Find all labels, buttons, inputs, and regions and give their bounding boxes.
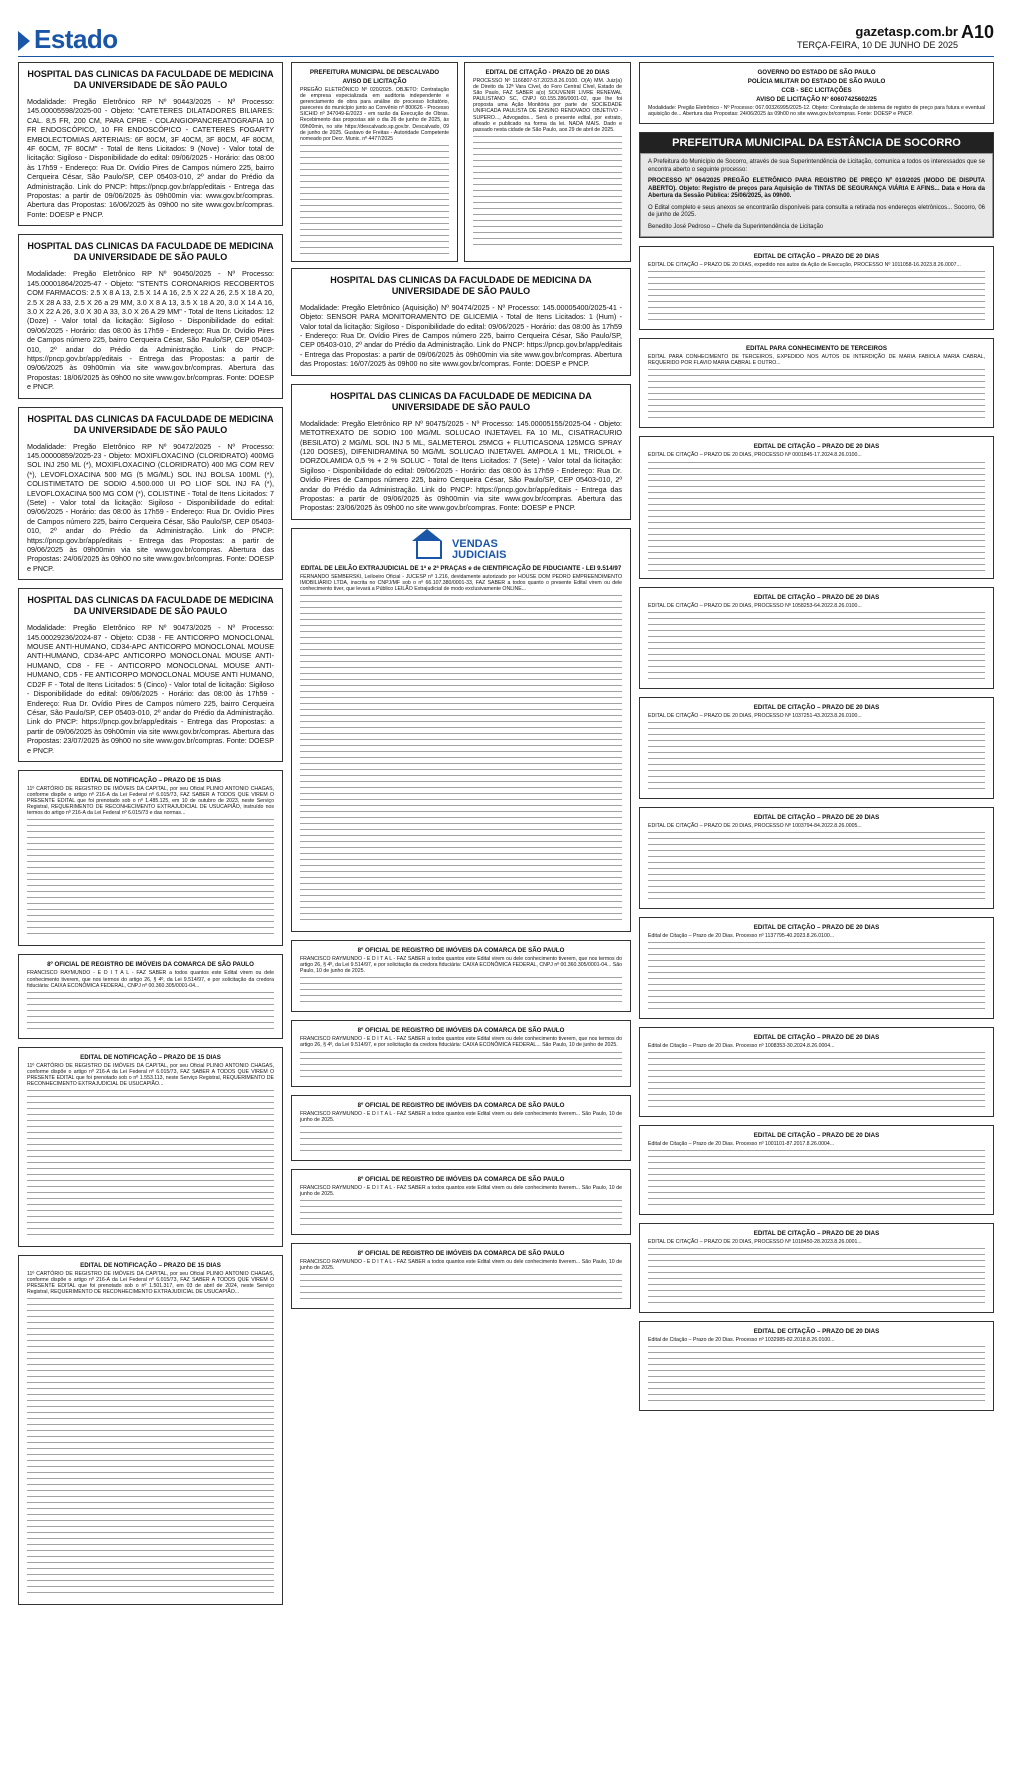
- text-block: [300, 1200, 622, 1228]
- notice-leilao: [291, 528, 631, 932]
- text-block: [27, 1090, 274, 1240]
- notice-title: GOVERNO DO ESTADO DE SÃO PAULO: [757, 69, 876, 76]
- text-block: [648, 722, 985, 792]
- notice-body: PROCESSO Nº 1166807-57.2023.8.26.0100. O(A) MM. Juiz(a) de Direito da 12ª Vara Cível, do Foro Central Cível, Estado de São Paulo, FAZ SABER a(o) SOUVENIR LIVRE RENEWAL PAULISTANO SC, CNPJ 60.155.286/0001-02, que lhe foi proposta uma Ação Monitória por parte de SOCIEDADE UNIFICADA PAULISTA DE ENSINO RENOVADO OBJETIVO - SUPERO..., Advogados... Será o presente edital, por extrato, afixado e publicado na forma da lei. NADA MAIS. Dado e passado nesta cidade de São Paulo, aos 29 de abril de 2025.: [473, 78, 622, 133]
- notice-title: AVISO DE LICITAÇÃO Nº 60607425602/25: [756, 96, 877, 103]
- text-block: [300, 1052, 622, 1080]
- notice-title: EDITAL DE CITAÇÃO – PRAZO DE 20 DIAS: [753, 703, 880, 711]
- notice-title: EDITAL PARA CONHECIMENTO DE TERCEIROS: [746, 345, 887, 353]
- text-block: [27, 819, 274, 939]
- notice-registro-5: [291, 1169, 631, 1235]
- notice-edital-1: [639, 246, 994, 330]
- text-block: [648, 612, 985, 682]
- notice-hc-2: [18, 234, 283, 398]
- notice-body: FRANCISCO RAYMUNDO - E D I T A L - FAZ SABER a todos quantos este Edital virem ou dele conhecimento tiverem... São Paulo, 10 de junho de 2025.: [300, 1258, 622, 1271]
- notice-registro-4: [291, 1095, 631, 1161]
- notice-title: 8º OFICIAL DE REGISTRO DE IMÓVEIS DA COMARCA DE SÃO PAULO: [357, 1249, 565, 1257]
- notice-body: 11º CARTÓRIO DE REGISTRO DE IMÓVEIS DA CAPITAL, por seu Oficial PLINIO ANTONIO CHAGAS, conforme dispõe o artigo nº 216-A da Lei Federal nº 6.015/73, FAZ SABER A TODOS QUE VIREM O PRESENTE EDITAL que foi prenotado sob o nº 1.501.317, em 03 de abril de 2024, neste Serviço Registral, REQUERIMENTO DE RECONHECIMENTO EXTRAJUDICIAL DE USUCAPIÃO...: [27, 1271, 274, 1296]
- masthead: [18, 24, 994, 52]
- signature: Benedito José Pedroso – Chefe da Superintendência de Licitação: [648, 223, 824, 230]
- notice-notificacao-2: [18, 1047, 283, 1247]
- notice-body: PREGÃO ELETRÔNICO Nº 020/2025. OBJETO: Contratação de empresa especializada em auditoria independente e gerenciamento de obra para análise do processo licitatório, pareceres do município junto ao Convênio nº 800626 - Processo SICHID nº 347049-E/2023 - em razão da Execução de Obras. Recebimento das propostas até o dia 26 de junho de 2025, às 09h00min, no site https://descalvado.sp.gov.br. Descalvado, 09 de junho de 2025. Gustavo de Freitas - Autoridade Competente nomeado por Decr. Munic. nº 4477/2025: [300, 87, 449, 142]
- notice-edital-citacao: [464, 62, 631, 262]
- notice-body: FRANCISCO RAYMUNDO - E D I T A L - FAZ SABER a todos quantos este Edital virem ou dele conhecimento tiverem... São Paulo, 10 de junho de 2025.: [300, 1110, 622, 1123]
- logo-text: VENDAS JUDICIAIS: [452, 537, 507, 561]
- notice-body: EDITAL DE CITAÇÃO – PRAZO DE 20 DIAS, PROCESSO Nº 1058253-64.2022.8.26.0100...: [648, 602, 862, 609]
- notice-body: 11º CARTÓRIO DE REGISTRO DE IMÓVEIS DA CAPITAL, por seu Oficial PLINIO ANTONIO CHAGAS, conforme dispõe o artigo nº 216-A da Lei Federal nº 6.015/73, FAZ SABER A TODOS QUE VIREM O PRESENTE EDITAL que foi prenotado sob o nº 1.553.113, neste Serviço Registral, REQUERIMENTO DE RECONHECIMENTO EXTRAJUDICIAL DE USUCAPIÃO...: [27, 1062, 274, 1087]
- notice-title: EDITAL DE NOTIFICAÇÃO – PRAZO DE 15 DIAS: [80, 776, 221, 784]
- notice-body: EDITAL DE CITAÇÃO – PRAZO DE 20 DIAS, PROCESSO Nº 1003794-84.2022.8.26.0005...: [648, 822, 862, 829]
- notice-edital-11: [639, 1321, 994, 1411]
- notice-hc-4: [18, 588, 283, 762]
- text-block: [648, 271, 985, 323]
- notice-edital-5: [639, 697, 994, 799]
- text-block: [648, 1346, 985, 1404]
- notice-body: Modalidade: Pregão Eletrônico RP Nº 90443/2025 - Nº Processo: 145.00005598/2025-00 - Objeto: "CATETERES DILATADORES BILIARES: CAL. 8,5 FR, 200 CM, PARA CPRE - COLANGIOPANCREATOGRAFIA 10 FR ENDOSCÓPICO, 10 FR ENDOSCÓPICO - CATETERES FOGARTY EMBOLECTOMIAS ARTERIAIS: 6F 80CM, 3F 40CM, 3F 80CM, 4F 80CM, 4F 60CM, 7F 80CM" - Total de Itens Licitados: 9 (Nove) - Valor total de licitação: Sigiloso - Disponibilidade do edital: 09/06/2025 - Horário: das 08:00 às 17h59 - Endereço: Rua Dr. Ovídio Pires de Campos número 225, bairro Cerqueira César, São Paulo/SP, CEP 05403-010, 2º andar do Prédio da Administração. Link do PNCP: https://pncp.gov.br/app/editais - Entrega das Propostas: a partir de 09/06/2025 às 09h00min via: www.gov.br/compras. Abertura das Propostas: 16/06/2025 às 09h00 no site www.gov.br/compras. Fonte: DOESP e PNCP.: [27, 97, 274, 219]
- notice-edital-10: [639, 1223, 994, 1313]
- notice-body: EDITAL PARA CONHECIMENTO DE TERCEIROS, EXPEDIDO NOS AUTOS DE INTERDIÇÃO DE MARIA FABIOLA MARIA CABRAL, REQUERIDO POR FLAVIO MARIA CABRAL E OUTRO...: [648, 354, 985, 367]
- notice-notificacao-3: [18, 1255, 283, 1605]
- text-block: [300, 1126, 622, 1154]
- site-url[interactable]: gazetasp.com.br: [855, 24, 958, 39]
- notice-title: 8º OFICIAL DE REGISTRO DE IMÓVEIS DA COMARCA DE SÃO PAULO: [357, 1175, 565, 1183]
- notice-registro-6: [291, 1243, 631, 1309]
- notice-title: EDITAL DE CITAÇÃO – PRAZO DE 20 DIAS: [753, 813, 880, 821]
- notice-notificacao-1: [18, 770, 283, 946]
- notice-title: HOSPITAL DAS CLINICAS DA FACULDADE DE MEDICINA DA UNIVERSIDADE DE SÃO PAULO: [330, 274, 592, 296]
- vendas-judiciais-logo: [300, 539, 622, 561]
- notice-title: HOSPITAL DAS CLINICAS DA FACULDADE DE MEDICINA DA UNIVERSIDADE DE SÃO PAULO: [27, 595, 274, 617]
- notice-body: 11º CARTÓRIO DE REGISTRO DE IMÓVEIS DA CAPITAL, por seu Oficial PLINIO ANTONIO CHAGAS, conforme dispõe o artigo nº 216-A da Lei Federal nº 6.015/73, FAZ SABER A TODOS QUE VIREM O PRESENTE EDITAL que foi prenotado sob o nº 1.485.125, em 10 de outubro de 2023, neste Serviço Registral, REQUERIMENTO DE RECONHECIMENTO EXTRAJUDICIAL DE USUCAPIÃO, instruído nos termos do artigo nº 216-A da Lei Federal nº 6.015/73 e das normas...: [27, 785, 274, 817]
- notice-edital-8: [639, 1027, 994, 1117]
- notice-edital-2: [639, 338, 994, 428]
- notice-subtitle: AVISO DE LICITAÇÃO: [342, 78, 407, 85]
- notice-body: EDITAL DE CITAÇÃO – PRAZO DE 20 DIAS, PROCESSO Nº 0001845-17.2024.8.26.0100...: [648, 452, 862, 459]
- text-block: [27, 1298, 274, 1598]
- notice-body: Modalidade: Pregão Eletrônico (Aquisição) Nº 90474/2025 - Nº Processo: 145.00005400/2025-41 - Objeto: SENSOR PARA MONITORAMENTO DE GLICEMIA - Total de Itens Licitados: 1 (Hum) - Valor total da licitação: Sigiloso - Disponibilidade do edital: 09/06/2025 - Horário: das 08:00 às 17h59 - Endereço: Rua Dr. Ovídio Pires de Campos número 225, bairro Cerqueira César, São Paulo/SP, CEP 05403-010, 2º andar do Prédio da Administração. Link do PNCP: https://pncp.gov.br/app/editais - Entrega das Propostas: a partir de 09/06/2025 às 09h00min via site www.gov.br/compras. Abertura das Propostas: 16/07/2025 às 09h00 no site www.gov.br/compras. Fonte: DOESP e PNCP.: [300, 302, 622, 369]
- house-icon: [416, 541, 442, 559]
- column-left: [18, 62, 283, 1777]
- section-name: [18, 24, 118, 55]
- notice-title: EDITAL DE CITAÇÃO – PRAZO DE 20 DIAS: [753, 923, 880, 931]
- notice-hc-3: [18, 407, 283, 581]
- notice-title: EDITAL DE CITAÇÃO – PRAZO DE 20 DIAS: [753, 1328, 880, 1336]
- text-block: [648, 369, 985, 421]
- notice-title: POLÍCIA MILITAR DO ESTADO DE SÃO PAULO: [747, 78, 886, 85]
- notice-title: EDITAL DE CITAÇÃO – PRAZO DE 20 DIAS: [753, 1132, 880, 1140]
- notice-prefeitura-socorro: [639, 132, 994, 238]
- notice-body: Modalidade: Pregão Eletrônico - Nº Processo: 067.00326995/2025-12. Objeto: Contratação de sistema de registro de preço para futura e eventual aquisição de... Abertura das Propostas: 24/06/2025 às 09h00 no site www.gov.br/compras. Fonte: DOESP e PNCP.: [648, 105, 985, 118]
- notice-title: EDITAL DE CITAÇÃO – PRAZO DE 20 DIAS: [753, 1230, 880, 1238]
- arrow-icon: [18, 31, 30, 51]
- notice-policia-militar: [639, 62, 994, 124]
- text-block: [473, 136, 622, 246]
- notice-title: EDITAL DE CITAÇÃO - PRAZO DE 20 DIAS: [485, 69, 610, 76]
- notice-title: 8º OFICIAL DE REGISTRO DE IMÓVEIS DA COMARCA DE SÃO PAULO: [47, 961, 254, 969]
- notice-body: Modalidade: Pregão Eletrônico RP Nº 90450/2025 - Nº Processo: 145.00001864/2025-47 - Objeto: "STENTS CORONARIOS RECOBERTOS COM FARMACOS: 2.5 X 8 A 13, 2.5 X 14 A 16, 2.5 X 22 A 26, 2.5 X 18 A 20, 2.5 X 28 A 33, 2.5 X 26 a 29 MM, 3.0 X 8 A 13, 3.5 X 18 A 20, 3.0 X 14 A 16, 3.0 X 22 A 26, 3.0 X 30 A 33, 3.0 X 26 A 29 MM" - Total de Itens Licitados: 12 (Doze) - Valor total da licitação: Sigiloso - Disponibilidade do edital: 09/06/2025 - Horário: das 08:00 às 17h59 - Endereço: Rua Dr. Ovídio Pires de Campos número 225, bairro Cerqueira César, São Paulo/SP, CEP 05403-010, 2º andar do Prédio da Administração. Link do PNCP: https://pncp.gov.br/app/editais - Entrega das Propostas: a partir de 09/06/2025 às 09h00min via site www.gov.br/compras. Abertura das Propostas: 18/06/2025 às 09h00 no site www.gov.br/compras. Fonte: DOESP e PNCP.: [27, 269, 274, 392]
- notice-title: EDITAL DE NOTIFICAÇÃO – PRAZO DE 15 DIAS: [80, 1053, 221, 1061]
- notice-title: EDITAL DE CITAÇÃO – PRAZO DE 20 DIAS: [753, 1033, 880, 1041]
- notice-title: EDITAL DE CITAÇÃO – PRAZO DE 20 DIAS: [753, 593, 880, 601]
- notice-prefeitura-descalvado: [291, 62, 458, 262]
- notice-body: FERNANDO SEMBERSKI, Leiloeiro Oficial - JUCESP nº 1.216, devidamente autorizado por HOUSE DOM PEDRO EMPREENDIMENTO IMOBILIÁRIO LTDA, inscrita no CNPJ/MF sob o nº 66.107.380/0001-33, FAZ SABER a todos quanto o presente Edital virem ou dele conhecimento tiver, que levará a Público LEILÃO Extrajudicial de modo exclusivamente ONLINE...: [300, 573, 622, 592]
- notice-title: 8º OFICIAL DE REGISTRO DE IMÓVEIS DA COMARCA DE SÃO PAULO: [357, 947, 565, 955]
- text-block: [648, 1248, 985, 1306]
- notice-title: EDITAL DE CITAÇÃO – PRAZO DE 20 DIAS: [753, 253, 880, 261]
- notice-body: FRANCISCO RAYMUNDO - E D I T A L - FAZ SABER a todos quantos este Edital virem ou dele conhecimento tiverem, que nos termos do artigo 26, § 4º, da Lei 9.514/97, e por solicitação da credora fiduciária: CAIXA ECONÔMICA FEDERAL, CNPJ nº 00.360.305/0001-04...: [27, 970, 274, 989]
- text-block: [648, 942, 985, 1012]
- text-block: [300, 145, 449, 255]
- notice-title: HOSPITAL DAS CLINICAS DA FACULDADE DE MEDICINA DA UNIVERSIDADE DE SÃO PAULO: [27, 413, 274, 435]
- notice-hc-6: [291, 384, 631, 520]
- notice-body: Modalidade: Pregão Eletrônico RP Nº 90472/2025 - Nº Processo: 145.00000859/2025-23 - Objeto: MOXIFLOXACINO (CLORIDRATO) 400MG SOL INJ 250 ML (*), MOXIFLOXACINO (CLORIDRATO) 400 MG COM REV (*), LEVOFLOXACINA 500 MG (5 MG/ML) SOL INJ BOLSA 100ML (*), COLISTIMETATO DE SODIO 4.500.000 UI PO LIOF SOL INJ FA (*), LEVOFLOXACINA 500 MG COM (*), COLISTINE - Total de Itens Licitados: 7 (Sete) - Valor total da licitação: Sigiloso - Disponibilidade do edital: 09/06/2025 - Horário: das 08:00 às 17h59 - Endereço: Rua Dr. Ovídio Pires de Campos número 225, bairro Cerqueira César, São Paulo/SP, CEP 05403-010, 2º andar do Prédio da Administração. Link do PNCP: https://pncp.gov.br/app/editais - Entrega das Propostas: a partir de 09/06/2025 às 09h00min via site www.gov.br/compras. Abertura das Propostas: 24/06/2025 às 09h00 no site www.gov.br/compras. Fonte: DOESP e PNCP.: [27, 441, 274, 573]
- column-middle: [291, 62, 631, 1777]
- notice-hc-5: [291, 268, 631, 376]
- text-block: [648, 462, 985, 572]
- notice-title: 8º OFICIAL DE REGISTRO DE IMÓVEIS DA COMARCA DE SÃO PAULO: [357, 1101, 565, 1109]
- text-block: [27, 992, 274, 1032]
- text-block: [300, 977, 622, 1005]
- section-label: Estado: [34, 24, 118, 54]
- notice-registro-1: [18, 954, 283, 1038]
- notice-body: FRANCISCO RAYMUNDO - E D I T A L - FAZ SABER a todos quantos este Edital virem ou dele conhecimento tiverem... São Paulo, 10 de junho de 2025.: [300, 1184, 622, 1197]
- notice-edital-9: [639, 1125, 994, 1215]
- notice-body: EDITAL DE CITAÇÃO – PRAZO DE 20 DIAS, PROCESSO Nº 1018450-28.2023.8.26.0001...: [648, 1239, 862, 1246]
- notice-edital-7: [639, 917, 994, 1019]
- top-row: [291, 62, 631, 268]
- notice-body: FRANCISCO RAYMUNDO - E D I T A L - FAZ SABER a todos quantos este Edital virem ou dele conhecimento tiverem, que nos termos do artigo 26, § 4º, da Lei 9.514/97, e por solicitação da credora fiduciária: CAIXA ECONÔMICA FEDERAL... São Paulo, 10 de junho de 2025.: [300, 1036, 622, 1049]
- notice-title: EDITAL DE CITAÇÃO – PRAZO DE 20 DIAS: [753, 443, 880, 451]
- text-block: [648, 1150, 985, 1208]
- text-block: [648, 832, 985, 902]
- notice-registro-3: [291, 1020, 631, 1086]
- notice-registro-2: [291, 940, 631, 1012]
- notice-body: Edital de Citação – Prazo de 20 Dias. Processo nº 1032985-82.2018.8.26.0100...: [648, 1337, 835, 1344]
- notice-body: PROCESSO Nº 064/2025 PREGÃO ELETRÔNICO PARA REGISTRO DE PREÇO Nº 019/2025 (MODO DE DISPUTA ABERTO). Objeto: Registro de preços para Aquisição de TINTAS DE SEGURANÇA VIÁRIA E AFINS... Data e Hora da Abertura da Sessão Pública: 25/06/2025, às 09h00.: [648, 178, 985, 200]
- text-block: [648, 1052, 985, 1110]
- column-right: [639, 62, 994, 1777]
- notice-body: O Edital completo e seus anexos se encontrarão disponíveis para consulta a retirada nos endereços eletrônicos... Socorro, 06 de junho de 2025.: [648, 204, 985, 219]
- notice-body: FRANCISCO RAYMUNDO - E D I T A L - FAZ SABER a todos quantos este Edital virem ou dele conhecimento tiverem, que nos termos do artigo 26, § 4º, da Lei 9.514/97, e por solicitação da credora fiduciária: CAIXA ECONÔMICA FEDERAL, CNPJ nº 00.360.305/0001-04... São Paulo, 10 de junho de 2025.: [300, 956, 622, 975]
- notice-edital-4: [639, 587, 994, 689]
- notice-title: PREFEITURA MUNICIPAL DE DESCALVADO: [309, 69, 440, 76]
- notice-body: EDITAL DE CITAÇÃO – PRAZO DE 20 DIAS, PROCESSO Nº 1037251-43.2023.8.26.0100...: [648, 712, 862, 719]
- notice-body: Modalidade: Pregão Eletrônico RP Nº 90475/2025 - Nº Processo: 145.00005155/2025-04 - Objeto: METOTREXATO DE SODIO 100 MG/ML SOLUCAO INJETAVEL FA 10 ML, CISATRACURIO (BESILATO) 2 MG/ML SOL INJ 5 ML, SALMETEROL 25MCG + FLUTICASONA 125MCG SPRAY (120 DOSES), DIFENIDRAMINA 50 MG/ML SOLUCAO INJETAVEL AMPOLA 1 ML, TRIOLOL + DORZOLAMIDA 0,5 % + 2 % SOLUC - Total de Itens Licitados: 7 (Sete) - Valor total da licitação: Sigiloso - Disponibilidade do edital: 09/06/2025 - Horário: das 08:00 às 17h59 - Endereço: Rua Dr. Ovídio Pires de Campos número 225, bairro Cerqueira César, São Paulo/SP, CEP 05403-010, 2º andar do Prédio da Administração. Link do PNCP: https://pncp.gov.br/app/editais - Entrega das Propostas: a partir de 09/06/2025 às 09h00min via site www.gov.br/compras. Abertura das Propostas: 23/06/2025 às 09h00 no site www.gov.br/compras. Fonte: DOESP e PNCP.: [300, 418, 622, 513]
- notice-body: Modalidade: Pregão Eletrônico RP Nº 90473/2025 - Nº Processo: 145.00029236/2024-87 - Objeto: CD38 - FE ANTICORPO MONOCLONAL MOUSE ANTI-HUMANO, CD34-APC ANTICORPO MONOCLONAL MOUSE ANTI-HUMANO, CD34-APC ANTICORPO MONOCLONAL MOUSE ANTI-HUMANO, CD8 - FE - ANTICORPO MONOCLONAL MOUSE ANTI-HUMANO, CD5 - FE ANTICORPO MONOCLONAL MOUSE ANTI HUMANO, CD2F F - Total de Itens Licitados: 5 (Cinco) - Valor total de licitação: Sigiloso - Disponibilidade do edital: 09/06/2025 - Horário: das 08:00 às 17h59 - Endereço: Rua Dr. Ovídio Pires de Campos número 225, bairro Cerqueira César, São Paulo/SP, CEP 05403-010, 2º andar do Prédio da Administração. Link do PNCP: https://pncp.gov.br/app/editais - Entrega das Propostas: a partir de 09/06/2025 às 09h00min via site www.gov.br/compras. Abertura das Propostas: 23/07/2025 às 09h00 no site www.gov.br/compras. Fonte: DOESP e PNCP.: [27, 623, 274, 755]
- notice-content: [640, 153, 993, 237]
- publication-date: TERÇA-FEIRA, 10 DE JUNHO DE 2025: [796, 40, 958, 50]
- notice-body: Edital de Citação – Prazo de 20 Dias. Processo nº 1008353-30.2024.8.26.0004...: [648, 1042, 835, 1049]
- notice-body: Edital de Citação – Prazo de 20 Dias. Processo nº 1001101-87.2017.8.26.0004...: [648, 1141, 835, 1148]
- notice-title: EDITAL DE NOTIFICAÇÃO – PRAZO DE 15 DIAS: [80, 1262, 221, 1270]
- notice-title: HOSPITAL DAS CLINICAS DA FACULDADE DE MEDICINA DA UNIVERSIDADE DE SÃO PAULO: [27, 241, 274, 263]
- notice-body: A Prefeitura do Município de Socorro, através de sua Superintendência de Licitação, comunica a todos os interessados que se encontra aberto o seguinte processo:: [648, 159, 985, 173]
- page-number: A10: [960, 22, 994, 42]
- text-block: [300, 595, 622, 925]
- notice-body: EDITAL DE CITAÇÃO – PRAZO DE 20 DIAS, expedido nos autos da Ação de Execução, PROCESSO Nº 1011058-16.2023.8.26.0007...: [648, 262, 961, 269]
- notice-title: HOSPITAL DAS CLINICAS DA FACULDADE DE MEDICINA DA UNIVERSIDADE DE SÃO PAULO: [330, 390, 592, 412]
- notice-title: EDITAL DE LEILÃO EXTRAJUDICIAL DE 1ª e 2ª PRAÇAS e de CIENTIFICAÇÃO DE FIDUCIANTE - LEI 9.514/97: [300, 564, 622, 572]
- notice-title: CCB - SEC LICITAÇÕES: [781, 87, 852, 94]
- notice-body: Edital de Citação – Prazo de 20 Dias. Processo nº 1137795-40.2023.8.26.0100...: [648, 932, 835, 939]
- notice-edital-3: [639, 436, 994, 578]
- notice-title: HOSPITAL DAS CLINICAS DA FACULDADE DE MEDICINA DA UNIVERSIDADE DE SÃO PAULO: [27, 69, 274, 90]
- notice-title: 8º OFICIAL DE REGISTRO DE IMÓVEIS DA COMARCA DE SÃO PAULO: [357, 1027, 565, 1035]
- notice-title: PREFEITURA MUNICIPAL DA ESTÂNCIA DE SOCORRO: [640, 133, 993, 153]
- header-divider: [18, 56, 994, 57]
- notice-hc-1: [18, 62, 283, 226]
- text-block: [300, 1274, 622, 1302]
- notice-edital-6: [639, 807, 994, 909]
